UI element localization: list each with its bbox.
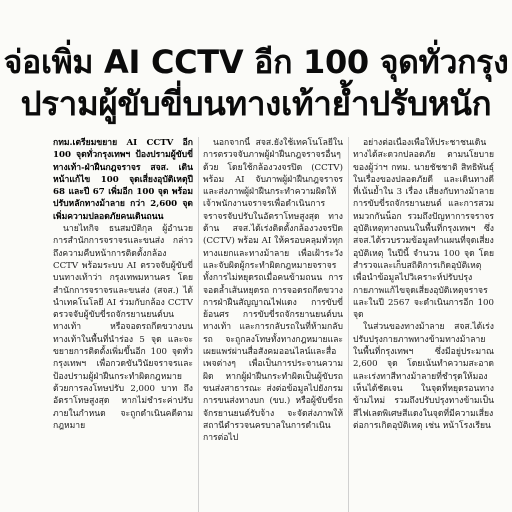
article-paragraph: อย่างต่อเนื่องเพื่อให้ประชาชนเดินทางได้สะดวกปลอดภัย ตามนโยบายของผู้ว่าฯ กทม. นายชัชชาติ สิทธิพันธุ์ ในเรื่องของปลอดภัยดี และเดินทางดี ที่เน้นย้ำใน 3 เรื่อง เสี่ยงกับทางม้าลาย การขับขี่รถจักรยานยนต์ และการสวมหมวกกันน็อก รวมถึงปัญหาการจราจรอุบัติเหตุทางถนนในพื้นที่กรุงเทพฯ ซึ่ง สจส.ได้รวบรวมข้อมูลทำแผนที่จุดเสี่ยงอุบัติเหตุ ในปีนี้ จำนวน 100 จุด โดยสำรวจและเก็บสถิติการเกิดอุบัติเหตุเพื่อนำข้อมูลไปวิเคราะห์ปรับปรุงกายภาพแก้ไขจุดเสี่ยงอุบัติเหตุจราจร และในปี 2567 จะดำเนินการอีก 100 จุด (353, 138, 494, 321)
article-paragraph: ในส่วนของทางม้าลาย สจส.ได้เร่งปรับปรุงกายภาพทางข้ามทางม้าลาย ในพื้นที่กรุงเทพฯ ซึ่งมีอยู่ประมาณ 2,600 จุด โดยเน้นทำความสะอาดและเร่งทาสีทางม้าลายที่ชำรุดให้มองเห็นได้ชัดเจน ในจุดที่หยุดรอนทางข้ามไหม่ รวมถึงปรับปรุงทางข้ามเป็นสีไฟเลดพิเศษสีแดงในจุดที่มีความเสี่ยงต่อการเกิดอุบัติเหตุ เช่น หน้าโรงเรียน (353, 322, 494, 431)
article-column-3 (353, 137, 494, 512)
headline-line-2: ปรามผู้ขับขี่บนทางเท้าย้ำปรับหนัก (20, 84, 492, 123)
headline (0, 42, 512, 126)
article-column-1 (53, 137, 193, 512)
article-body (53, 137, 494, 512)
article-paragraph: นอกจากนี้ สจส.ยังใช้เทคโนโลยีในการตรวจจับภาพผู้ฝ่าฝืนกฎจราจรอื่นๆ ด้วย โดยใช้กล้องวงจรปิด (CCTV) พร้อม AI จับภาพผู้ฝ่าฝืนกฎจราจร และส่งภาพผู้ฝ่าฝืนกระทำความผิดให้เจ้าพนักงานจราจรเพื่อดำเนินการจราจรจับปรับในอัตราโทษสูงสุด ทางด้าน สจส.ได้เร่งติดตั้งกล้องวงจรปิด (CCTV) พร้อม AI ให้ครอบคลุมทั่วทุกทางแยกและทางม้าลาย เพื่อเฝ้าระวังและจับผิดผู้กระทำผิดกฎหมายจราจรทั้งการไม่หยุดรถเมื่อคนข้ามถนน การจอดล้ำเส้นหยุดรถ การจอดรถกีดขวาง การฝ่าฝืนสัญญาณไฟแดง การขับขี่ย้อนศร การขับขี่รถจักรยานยนต์บนทางเท้า และการกลับรถในที่ห้ามกลับรถ จะถูกลงโทษทั้งทางกฎหมายและเผยแพร่ผ่านสื่อสังคมออนไลน์และสื่อเพจต่างๆ เพื่อเป็นการประจานความผิด หากผู้ฝ่าฝืนกระทำผิดเป็นผู้ขับรถขนส่งสาธารณะ ส่งต่อข้อมูลไปยังกรมการขนส่งทางบก (ขบ.) หรือผู้ขับขี่รถจักรยานยนต์รับจ้าง จะจัดส่งภาพให้สถานีตำรวจนครบาลในการดำเนินการต่อไป (203, 138, 343, 444)
article-paragraph: นายไทกิจ ธนสมบัติกุล ผู้อำนวยการสำนักการจราจรและขนส่ง กล่าวถึงความคืบหน้าการติดตั้งกล้อง CCTV พร้อมระบบ AI ตรวจจับผู้ขับขี่บนทางเท้าว่า กรุงเทพมหานคร โดยสำนักการจราจรและขนส่ง (สจส.) ได้นำเทคโนโลยี AI ร่วมกับกล้อง CCTV ตรวจจับผู้ขับขี่รถจักรยานยนต์บนทางเท้า หรือจอดรถกีดขวางบนทางเท้าในพื้นที่นำร่อง 5 จุด และจะขยายการติดตั้งเพิ่มขึ้นอีก 100 จุดทั่วกรุงเทพฯ เพื่อกวดขันวินัยจราจรและป้องปรามผู้ฝ่าฝืนกระทำผิดกฎหมาย ด้วยการลงโทษปรับ 2,000 บาท ถึงอัตราโทษสูงสุด หากไม่ชำระค่าปรับภายในกำหนด จะถูกดำเนินคดีตามกฎหมาย (53, 224, 193, 431)
column-divider (348, 137, 349, 512)
column-divider (198, 137, 199, 512)
article-lead: กทม.เตรียมขยาย AI CCTV อีก 100 จุดทั่วกรุงเทพฯ ป้องปรามผู้ขับขี่ทางเท้า-ฝ่าฝืนกฎจราจร สจส. เดินหน้าแก้ไข 100 จุดเสี่ยงอุบัติเหตุปี 68 และปี 67 เพิ่มอีก 100 จุด พร้อมปรับหลักทางม้าลาย กว่า 2,600 จุด เพิ่มความปลอดภัยคนเดินถนน (53, 138, 193, 222)
article-column-2 (203, 137, 343, 512)
headline-line-1: จ่อเพิ่ม AI CCTV อีก 100 จุดทั่วกรุง (3, 43, 509, 81)
